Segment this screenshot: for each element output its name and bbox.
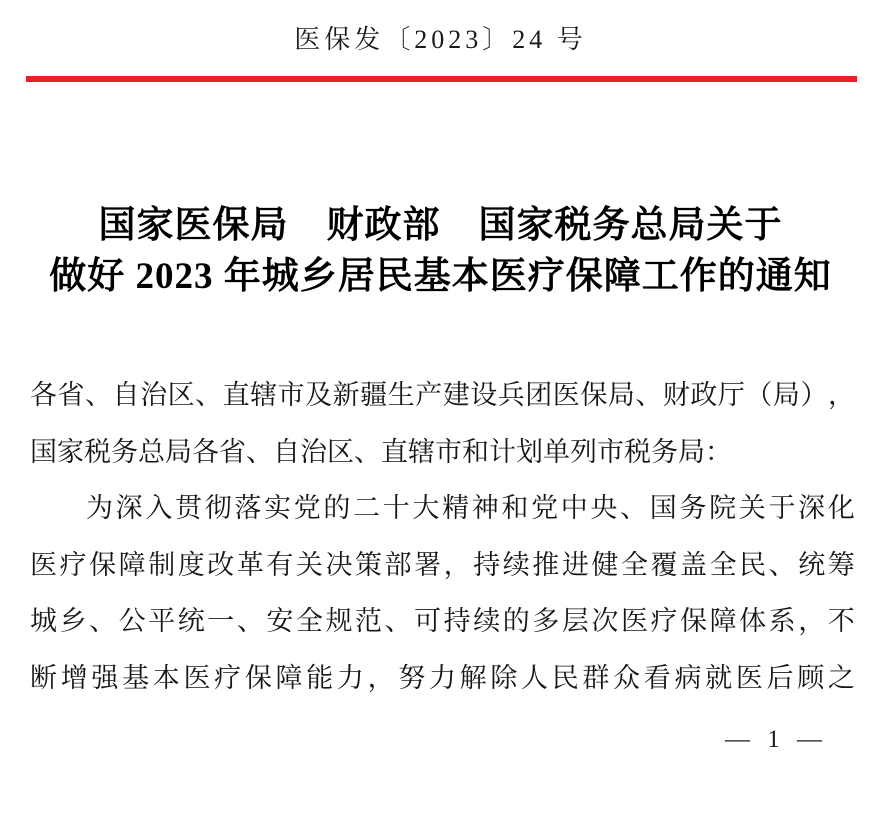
document-body xyxy=(30,367,855,706)
recipient-line-2: 国家税务总局各省、自治区、直辖市和计划单列市税务局： xyxy=(30,436,732,467)
title-line-1: 国家医保局 财政部 国家税务总局关于 xyxy=(98,205,783,246)
paragraph-line-2: 医 疗 保 障 制 度 改 革 有 关 决 策 部 署 ， 持 续 推 进 健 全 覆 盖 全 民 、 统 筹 xyxy=(30,549,855,580)
paragraph-line-4: 断 增 强 基 本 医 疗 保 障 能 力 ， 努 力 解 除 人 民 群 众 看 病 就 医 后 顾 之 xyxy=(30,662,855,693)
page-number: — 1 — xyxy=(725,726,823,753)
paragraph-line-1: 为 深 入 贯 彻 落 实 党 的 二 十 大 精 神 和 党 中 央 、 国 务 院 关 于 深 化 xyxy=(86,493,855,523)
red-divider-line xyxy=(26,76,857,82)
doc-number: 医保发〔2023〕24 号 xyxy=(294,25,587,54)
recipient-line-1: 各 省 、 自 治 区 、 直 辖 市 及 新 疆 生 产 建 设 兵 团 医 保 局 、 财 政 厅 （ 局 ） ， xyxy=(30,380,855,410)
title-line-2: 做好 2023 年城乡居民基本医疗保障工作的通知 xyxy=(49,256,832,297)
document-title xyxy=(0,200,881,302)
paragraph-line-3: 城 乡 、 公 平 统 一 、 安 全 规 范 、 可 持 续 的 多 层 次 医 疗 保 障 体 系 ， 不 xyxy=(30,606,855,636)
